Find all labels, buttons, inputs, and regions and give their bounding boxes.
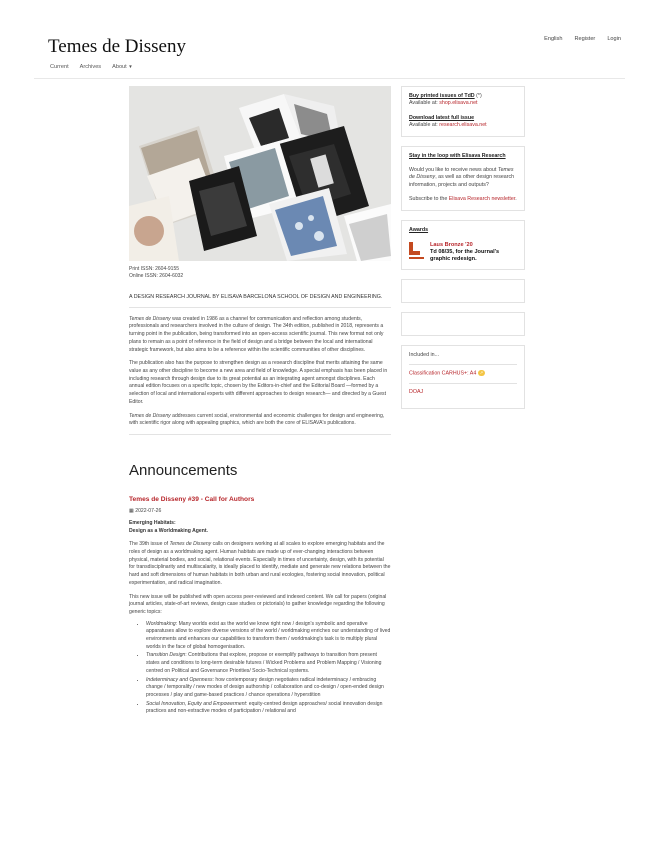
available-label: Available at: [409, 122, 440, 129]
available-label: Available at: [409, 100, 440, 107]
journal-name: Temes de Disseny [129, 412, 171, 419]
included-item [409, 383, 517, 401]
topic-text: : Contributions that explore, propose or exemplify pathways to transition from present states and conditions to long-term desirable futures / Wicked Problems and Problem Mapping / Visioning centred on Political and Governance Priorities/ Socio-Technical systems. [146, 652, 382, 674]
online-issn: Online ISSN: 2604-6032 [129, 272, 184, 279]
subscribe-text [409, 196, 517, 203]
nav-about-label: About [112, 64, 127, 70]
site-title[interactable]: Temes de Disseny [48, 36, 186, 57]
main-nav [50, 64, 133, 70]
stay-in-loop-link[interactable]: Stay in the loop with Elisava Research [409, 152, 506, 159]
external-link-icon: ↗ [479, 370, 484, 376]
sidebar-block-included [401, 345, 525, 409]
announcement-paragraph: This new issue will be published with open access peer-reviewed and indexed content. We call for papers (original journal articles, state-of-art reviews, design case studies or pictorials) to gather knowledge regarding the following generic topics: [129, 593, 387, 615]
about-paragraph: The publication also has the purpose to strengthen design as a research discipline that merits attaining the same value as any other discipline to become a new area and field of knowledge. A special emphasis has been placed in including research through design due to its great potential as an integrating agent amongst disciplines. Each annual edition focuses on a specific topic, chosen by the Editors-in-chief and the Editorial Board —formed by a selection of local and international experts with different approaches to design research— and directed by a Guest Editor. [129, 360, 388, 405]
text: calls on designers working at all scales to explore emerging habitats and the roles of design as a worldmaking agent. Human habitats are made up of ever-changing interactions between physical, material bodies, and social, relational events. Especially in times of uncertainty, design, with its potential for transdisciplinarity and multiscalarity, is ideally placed to identify, mediate and generate new relations between the hard and soft dimensions of human habitats in both urban and rural ecologies, fostering social innovation, political experimentation, and radical imagination. [129, 541, 391, 586]
journal-name: Temes de Disseny [409, 167, 514, 181]
topic-name: Social Innovation, Equity and Empowerment [146, 700, 246, 707]
login-link[interactable]: Login [607, 36, 621, 42]
register-link[interactable]: Register [574, 36, 596, 42]
sidebar-block-awards [401, 220, 525, 270]
newsletter-link[interactable]: Elisava Research newsletter [448, 196, 516, 203]
topic-text: : how contemporary design negotiates radical indeterminacy / embracing change / temporality / new modes of design authorship / collaboration and co-design / open-ended design processes / play and game-based practices / chance operations / hyperstition [146, 676, 384, 698]
award-item [409, 242, 517, 263]
print-issn: Print ISSN: 2604-9155 [129, 266, 180, 272]
topics-list [129, 621, 391, 716]
awards-link[interactable]: Awards [409, 226, 429, 233]
divider [129, 307, 391, 308]
laus-award-icon [409, 242, 424, 260]
topic-text: : equity-centred design approaches/ social innovation design practices and non-extractive modes of participation / relational and [146, 700, 383, 715]
doaj-link[interactable]: DOAJ [409, 389, 424, 396]
shop-link[interactable]: shop.elisava.net [439, 100, 478, 107]
journal-tagline: A DESIGN RESEARCH JOURNAL BY ELISAVA BARCELONA SCHOOL OF DESIGN AND ENGINEERING. [129, 294, 383, 301]
nav-archives[interactable]: Archives [79, 64, 102, 70]
text: Subscribe to the [409, 196, 449, 203]
sidebar [401, 86, 525, 418]
about-paragraph [129, 413, 391, 428]
topic-name: Transition Design [146, 652, 186, 659]
announcement-date [129, 508, 391, 514]
buy-printed-link[interactable]: Buy printed issues of TdD [409, 93, 475, 99]
included-item [409, 364, 517, 383]
user-nav [544, 36, 621, 42]
sidebar-block-buy [401, 86, 525, 137]
calendar-icon: ▦ [129, 507, 134, 514]
sidebar-block-empty [401, 312, 525, 336]
issn-info [129, 266, 391, 279]
award-description: Td 08/35, for the Journal's graphic redesign. [430, 249, 500, 263]
chevron-down-icon: ▼ [128, 64, 133, 69]
divider [129, 434, 391, 435]
journal-cover-image[interactable] [129, 86, 391, 261]
journal-name: Temes de Disseny [169, 541, 212, 548]
main-content [129, 86, 391, 717]
language-link[interactable]: English [544, 36, 563, 42]
download-issue-link[interactable]: Download latest full issue [409, 114, 475, 121]
nav-about[interactable] [112, 64, 133, 70]
buy-suffix: (*) [474, 93, 482, 99]
classification-link[interactable]: Classification CARHUS+: A4 [409, 370, 477, 377]
about-journal [129, 316, 391, 428]
sidebar-block-empty [401, 279, 525, 303]
announcements-heading: Announcements [129, 461, 238, 479]
list-item [146, 677, 391, 700]
text: Would you like to receive news about [409, 167, 498, 174]
topic-text: : Many worlds exist as the world we know right now / design's symbolic and operative apparatuses allow to explore diverse versions of the world / worldmaking enriches our understanding of lived environments and enhances our capabilities to transform them / worldmaking's task is to multiply plural worlds in the face of global homogenisation. [146, 620, 391, 650]
announcement-paragraph [129, 541, 391, 587]
about-paragraph [129, 316, 391, 355]
award-name: Laus Bronze '20 [430, 242, 473, 249]
subtitle-line: Design as a Worldmaking Agent. [129, 527, 208, 534]
about-text: addresses current social, environmental and economic challenges for design and engineering, with scientific rigor along with appealing graphics, which are both the core of ELISAVA's publications. [129, 412, 385, 427]
text: The 39th issue of [129, 541, 170, 548]
text: , as well as other design research information, projects and outputs? [409, 174, 515, 188]
nav-current[interactable]: Current [50, 64, 69, 70]
journal-name: Temes de Disseny [129, 315, 171, 322]
list-item [146, 652, 391, 675]
announcement-subtitle [129, 520, 391, 535]
header-divider [34, 78, 625, 79]
about-text: was created in 1986 as a channel for communication and reflection among students, professionals and researchers involved in the culture of design. The 34th edition, published in 2018, represents a turning point in the publication, being transformed into an open-access scientific journal. This new format not only plans to remain as a point of reference in the field of design and a bridge between the local and international strategic framework, but also aims to be a reference within the scientific communities of other disciplines. [129, 315, 384, 353]
research-link[interactable]: research.elisava.net [439, 122, 487, 129]
sidebar-block-newsletter [401, 146, 525, 211]
award-text [430, 242, 517, 263]
magazines-illustration [129, 86, 391, 261]
announcement-body [129, 541, 391, 716]
list-item [146, 621, 391, 652]
subtitle-line: Emerging Habitats: [129, 519, 176, 526]
included-title: Included in... [409, 352, 440, 359]
text: . [515, 196, 517, 203]
topic-name: Worldmaking [146, 620, 176, 627]
announcement-title[interactable]: Temes de Disseny #39 - Call for Authors [129, 495, 255, 503]
newsletter-text [409, 167, 517, 189]
list-item [146, 701, 391, 716]
date-value: 2022-07-26 [135, 507, 162, 514]
topic-name: Indeterminacy and Openness [146, 676, 213, 683]
